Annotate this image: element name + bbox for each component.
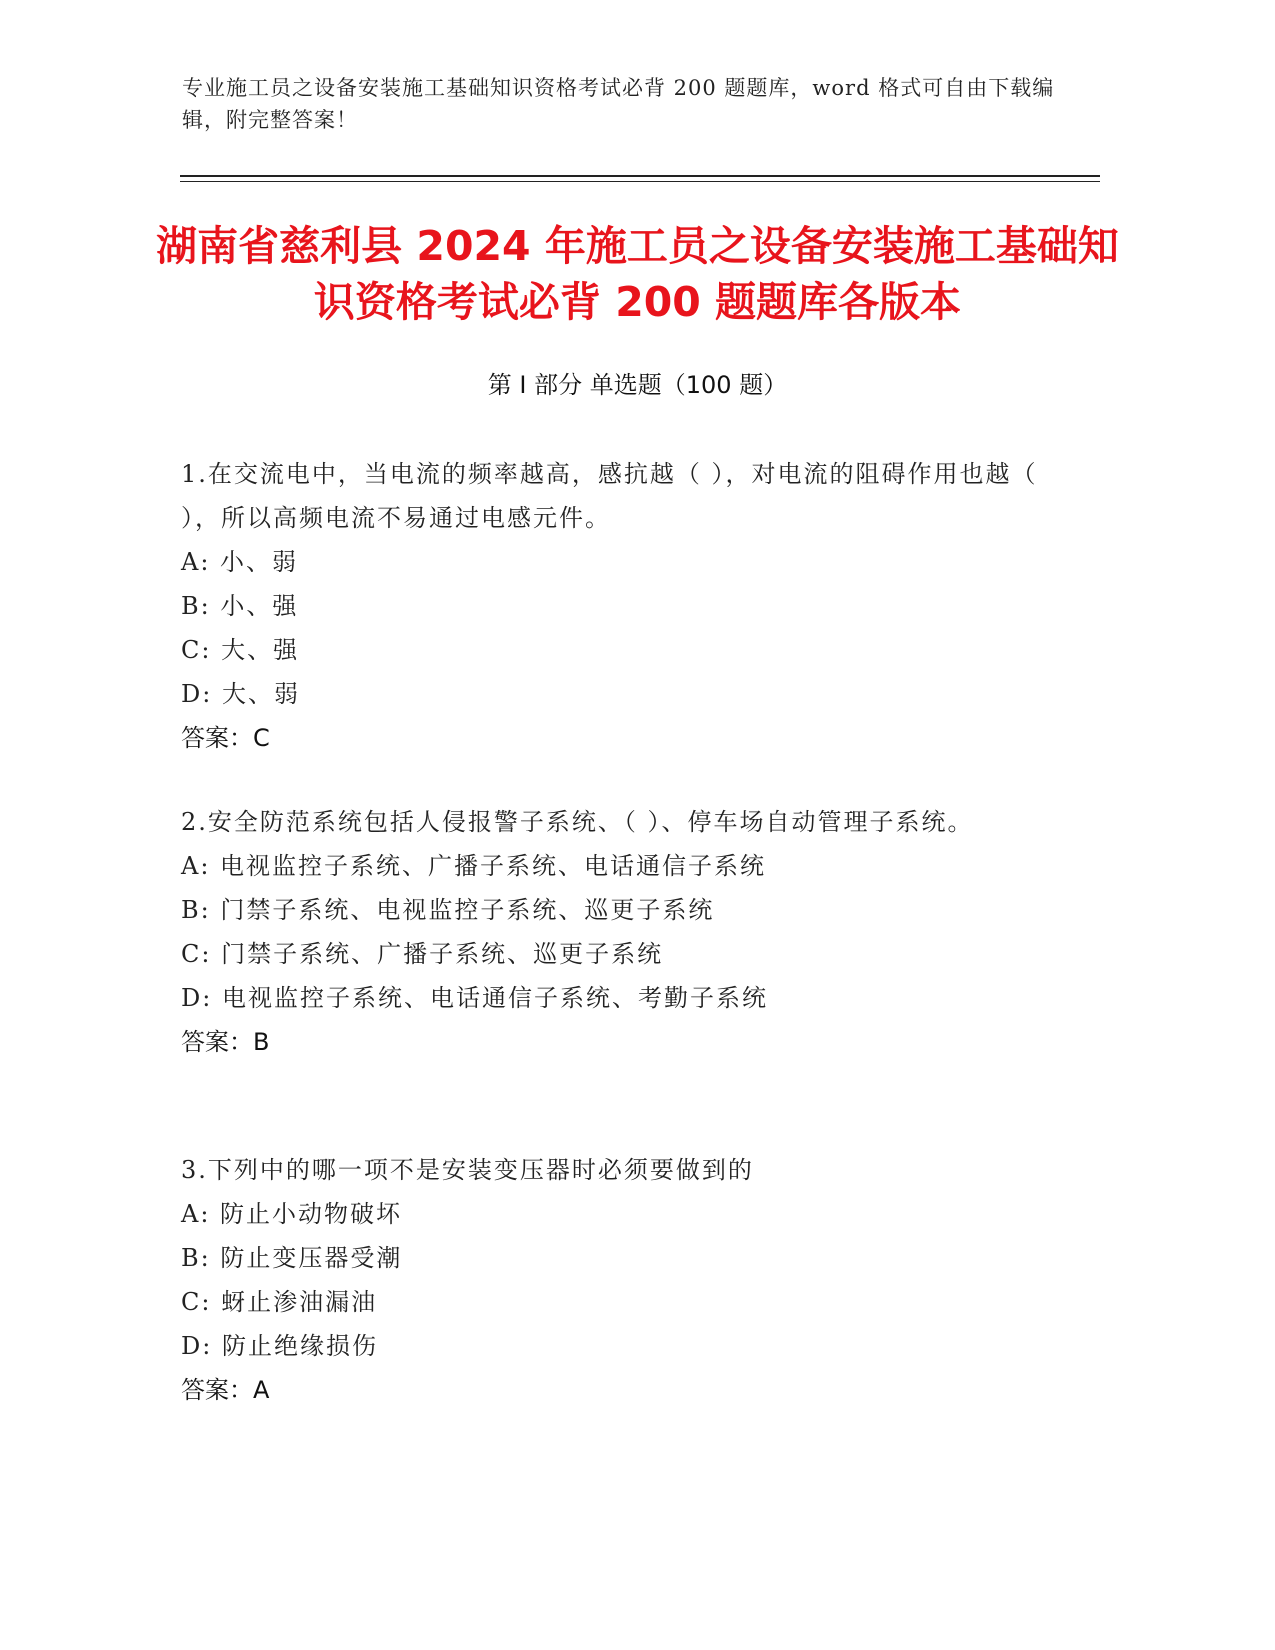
option-d: D: 电视监控子系统、电话通信子系统、考勤子系统 xyxy=(181,984,768,1012)
question-stem: 3.下列中的哪一项不是安装变压器时必须要做到的 xyxy=(181,1156,754,1184)
option-a: A: 防止小动物破坏 xyxy=(181,1200,403,1228)
question-3 xyxy=(181,1148,1061,1412)
option-d: D: 防止绝缘损伤 xyxy=(181,1332,378,1360)
question-2 xyxy=(181,800,1061,1064)
document-title: 湖南省慈利县 2024 年施工员之设备安装施工基础知识资格考试必背 200 题题库各版本 xyxy=(156,222,1119,326)
option-a: A: 电视监控子系统、广播子系统、电话通信子系统 xyxy=(181,852,767,880)
option-c: C: 门禁子系统、广播子系统、巡更子系统 xyxy=(181,940,664,968)
option-a: A: 小、弱 xyxy=(181,548,299,576)
option-d: D: 大、弱 xyxy=(181,680,300,708)
option-c: C: 蚜止渗油漏油 xyxy=(181,1288,378,1316)
option-c: C: 大、强 xyxy=(181,636,300,664)
option-b: B: 门禁子系统、电视监控子系统、巡更子系统 xyxy=(181,896,715,924)
question-stem: 1.在交流电中，当电流的频率越高，感抗越（ ），对电流的阻碍作用也越（ ），所以高频电流不易通过电感元件。 xyxy=(181,460,1038,532)
option-b: B: 防止变压器受潮 xyxy=(181,1244,403,1272)
header-note: 专业施工员之设备安装施工基础知识资格考试必背 200 题题库，word 格式可自由下载编辑，附完整答案！ xyxy=(182,76,1055,132)
question-stem: 2.安全防范系统包括人侵报警子系统、（ ）、停车场自动管理子系统。 xyxy=(181,808,974,836)
answer: 答案：C xyxy=(181,724,270,752)
header-divider-thin xyxy=(180,181,1100,182)
answer: 答案：B xyxy=(181,1028,270,1056)
answer: 答案：A xyxy=(181,1376,270,1404)
header-divider-thick xyxy=(180,175,1100,177)
option-b: B: 小、强 xyxy=(181,592,299,620)
section-title: 第 I 部分 单选题（100 题） xyxy=(487,371,788,399)
question-1 xyxy=(181,452,1061,760)
